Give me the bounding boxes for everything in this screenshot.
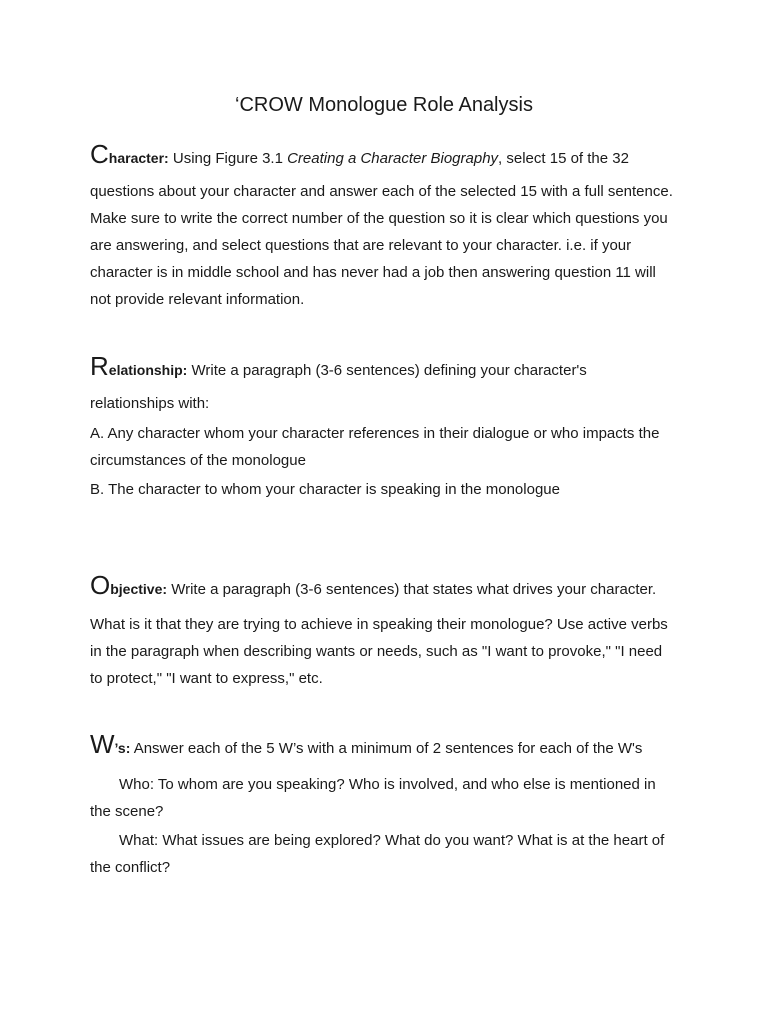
relationship-initial: R bbox=[90, 351, 109, 381]
objective-line-3: to protect," "I want to express," etc. bbox=[90, 670, 323, 687]
character-line-1: questions about your character and answer each of the selected 15 with a full sentence. bbox=[90, 183, 673, 200]
relationship-intro-text: Write a paragraph (3-6 sentences) defining your character's bbox=[187, 362, 587, 379]
ws-what-line: What: What issues are being explored? What do you want? What is at the heart of bbox=[119, 832, 665, 849]
character-intro-text: Using Figure 3.1 bbox=[168, 150, 288, 167]
objective-label: bjective: bbox=[110, 581, 168, 597]
character-label: haracter: bbox=[108, 150, 169, 166]
character-book-title: Creating a Character Biography bbox=[287, 150, 499, 167]
ws-who-continuation: the scene? bbox=[90, 803, 164, 820]
relationship-line-1: relationships with: bbox=[90, 395, 210, 412]
ws-label: ’s: bbox=[114, 740, 131, 756]
objective-initial: O bbox=[90, 570, 111, 600]
character-intro-tail: , select 15 of the 32 bbox=[498, 150, 629, 167]
ws-heading-line bbox=[90, 729, 643, 759]
ws-what-continuation: the conflict? bbox=[90, 859, 171, 876]
character-heading-line bbox=[90, 139, 629, 169]
character-line-2: Make sure to write the correct number of the question so it is clear which questions you bbox=[90, 210, 668, 227]
relationship-line-3: circumstances of the monologue bbox=[90, 452, 306, 469]
objective-heading-line bbox=[90, 570, 657, 600]
ws-intro-text: Answer each of the 5 W’s with a minimum of 2 sentences for each of the W's bbox=[130, 740, 643, 757]
relationship-heading-line bbox=[90, 351, 587, 381]
character-line-5: not provide relevant information. bbox=[90, 291, 305, 308]
objective-line-1: What is it that they are trying to achieve in speaking their monologue? Use active verbs bbox=[90, 616, 668, 633]
ws-who-line: Who: To whom are you speaking? Who is involved, and who else is mentioned in bbox=[119, 776, 656, 793]
objective-intro-text: Write a paragraph (3-6 sentences) that states what drives your character. bbox=[167, 581, 657, 598]
ws-initial: W bbox=[90, 729, 115, 759]
character-line-3: are answering, and select questions that are relevant to your character. i.e. if your bbox=[90, 237, 632, 254]
character-initial: C bbox=[90, 139, 109, 169]
objective-line-2: in the paragraph when describing wants or needs, such as "I want to provoke," "I need bbox=[90, 643, 663, 660]
relationship-label: elationship: bbox=[108, 362, 188, 378]
character-line-4: character is in middle school and has never had a job then answering question 11 will bbox=[90, 264, 656, 281]
relationship-line-2: A. Any character whom your character references in their dialogue or who impacts the bbox=[90, 425, 660, 442]
document-title: ‘CROW Monologue Role Analysis bbox=[235, 94, 533, 116]
relationship-line-4: B. The character to whom your character is speaking in the monologue bbox=[90, 481, 560, 498]
